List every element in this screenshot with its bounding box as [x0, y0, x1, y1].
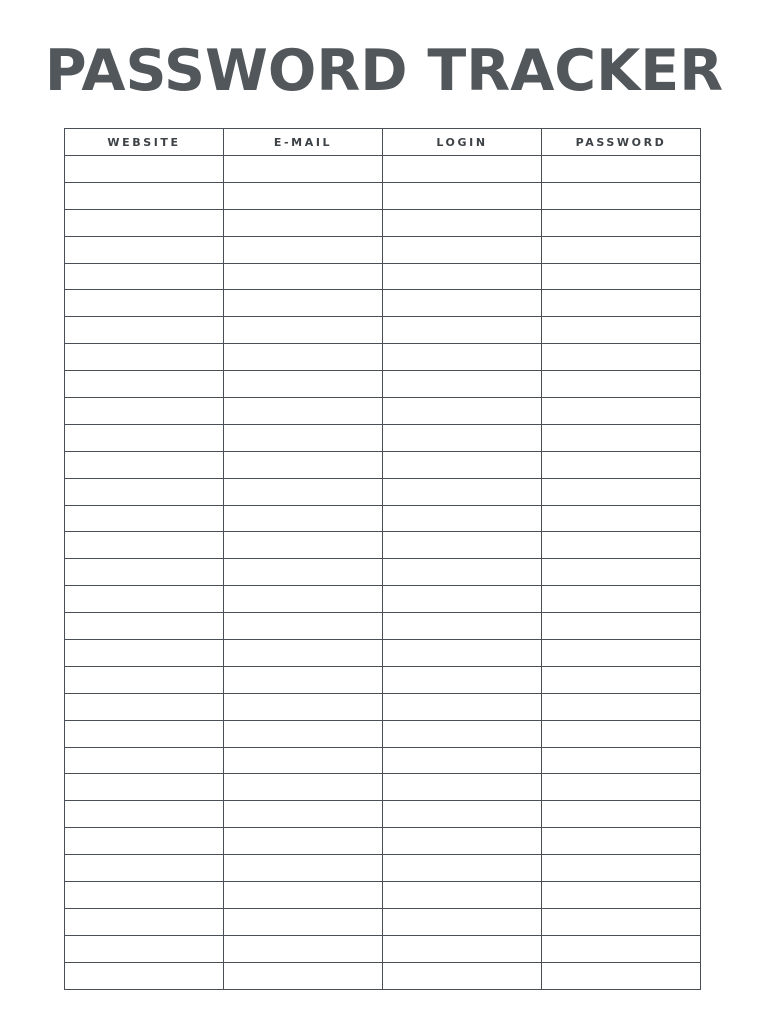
cell-email[interactable] [224, 559, 383, 586]
table-row [65, 317, 701, 344]
cell-password[interactable] [542, 774, 701, 801]
cell-password[interactable] [542, 371, 701, 398]
table-row [65, 505, 701, 532]
table-row [65, 559, 701, 586]
cell-website[interactable] [65, 398, 224, 425]
cell-website[interactable] [65, 666, 224, 693]
cell-email[interactable] [224, 828, 383, 855]
cell-website[interactable] [65, 424, 224, 451]
cell-website[interactable] [65, 882, 224, 909]
cell-login[interactable] [383, 855, 542, 882]
table-row [65, 586, 701, 613]
cell-password[interactable] [542, 290, 701, 317]
cell-email[interactable] [224, 801, 383, 828]
table-row [65, 263, 701, 290]
column-header-website: WEBSITE [65, 129, 224, 156]
cell-website[interactable] [65, 855, 224, 882]
table-row [65, 640, 701, 667]
cell-password[interactable] [542, 209, 701, 236]
table-row [65, 828, 701, 855]
column-header-login: LOGIN [383, 129, 542, 156]
cell-email[interactable] [224, 182, 383, 209]
column-header-password: PASSWORD [542, 129, 701, 156]
cell-password[interactable] [542, 935, 701, 962]
cell-login[interactable] [383, 317, 542, 344]
table-row [65, 666, 701, 693]
password-table [64, 128, 701, 990]
table-row [65, 613, 701, 640]
cell-email[interactable] [224, 317, 383, 344]
cell-password[interactable] [542, 182, 701, 209]
cell-login[interactable] [383, 290, 542, 317]
cell-email[interactable] [224, 156, 383, 183]
cell-email[interactable] [224, 236, 383, 263]
cell-login[interactable] [383, 774, 542, 801]
cell-website[interactable] [65, 209, 224, 236]
table-row [65, 720, 701, 747]
cell-email[interactable] [224, 882, 383, 909]
cell-password[interactable] [542, 801, 701, 828]
cell-website[interactable] [65, 962, 224, 989]
cell-website[interactable] [65, 559, 224, 586]
cell-email[interactable] [224, 908, 383, 935]
cell-password[interactable] [542, 828, 701, 855]
cell-login[interactable] [383, 962, 542, 989]
cell-login[interactable] [383, 935, 542, 962]
cell-password[interactable] [542, 747, 701, 774]
cell-website[interactable] [65, 532, 224, 559]
cell-login[interactable] [383, 666, 542, 693]
cell-login[interactable] [383, 209, 542, 236]
cell-login[interactable] [383, 424, 542, 451]
cell-website[interactable] [65, 317, 224, 344]
table-row [65, 424, 701, 451]
table-row [65, 962, 701, 989]
cell-email[interactable] [224, 371, 383, 398]
table-row [65, 451, 701, 478]
cell-login[interactable] [383, 371, 542, 398]
cell-password[interactable] [542, 398, 701, 425]
cell-login[interactable] [383, 720, 542, 747]
cell-email[interactable] [224, 290, 383, 317]
cell-password[interactable] [542, 424, 701, 451]
cell-login[interactable] [383, 451, 542, 478]
cell-email[interactable] [224, 962, 383, 989]
cell-website[interactable] [65, 371, 224, 398]
cell-password[interactable] [542, 263, 701, 290]
cell-email[interactable] [224, 398, 383, 425]
cell-website[interactable] [65, 156, 224, 183]
table-row [65, 371, 701, 398]
cell-website[interactable] [65, 290, 224, 317]
cell-website[interactable] [65, 182, 224, 209]
cell-website[interactable] [65, 935, 224, 962]
cell-login[interactable] [383, 586, 542, 613]
cell-website[interactable] [65, 908, 224, 935]
table-row [65, 209, 701, 236]
table-row [65, 855, 701, 882]
cell-email[interactable] [224, 478, 383, 505]
cell-website[interactable] [65, 613, 224, 640]
cell-login[interactable] [383, 801, 542, 828]
cell-email[interactable] [224, 586, 383, 613]
page-title: PASSWORD TRACKER [44, 38, 724, 104]
cell-website[interactable] [65, 747, 224, 774]
cell-password[interactable] [542, 640, 701, 667]
cell-password[interactable] [542, 693, 701, 720]
cell-website[interactable] [65, 263, 224, 290]
cell-login[interactable] [383, 908, 542, 935]
cell-email[interactable] [224, 532, 383, 559]
column-header-email: E-MAIL [224, 129, 383, 156]
cell-email[interactable] [224, 640, 383, 667]
table-body [65, 156, 701, 990]
cell-email[interactable] [224, 666, 383, 693]
cell-login[interactable] [383, 640, 542, 667]
cell-website[interactable] [65, 236, 224, 263]
cell-email[interactable] [224, 613, 383, 640]
cell-password[interactable] [542, 317, 701, 344]
cell-password[interactable] [542, 236, 701, 263]
cell-website[interactable] [65, 505, 224, 532]
cell-password[interactable] [542, 559, 701, 586]
cell-login[interactable] [383, 478, 542, 505]
table-row [65, 693, 701, 720]
header-row [65, 129, 701, 156]
cell-email[interactable] [224, 209, 383, 236]
cell-website[interactable] [65, 451, 224, 478]
cell-login[interactable] [383, 398, 542, 425]
cell-login[interactable] [383, 559, 542, 586]
cell-login[interactable] [383, 344, 542, 371]
cell-website[interactable] [65, 693, 224, 720]
cell-email[interactable] [224, 747, 383, 774]
cell-email[interactable] [224, 344, 383, 371]
cell-email[interactable] [224, 263, 383, 290]
cell-password[interactable] [542, 532, 701, 559]
cell-password[interactable] [542, 478, 701, 505]
cell-password[interactable] [542, 613, 701, 640]
table-row [65, 935, 701, 962]
cell-password[interactable] [542, 666, 701, 693]
cell-website[interactable] [65, 801, 224, 828]
table-row [65, 344, 701, 371]
cell-login[interactable] [383, 263, 542, 290]
cell-email[interactable] [224, 774, 383, 801]
cell-password[interactable] [542, 156, 701, 183]
table-row [65, 532, 701, 559]
cell-password[interactable] [542, 720, 701, 747]
table-row [65, 182, 701, 209]
cell-website[interactable] [65, 586, 224, 613]
cell-login[interactable] [383, 505, 542, 532]
table-row [65, 747, 701, 774]
cell-password[interactable] [542, 505, 701, 532]
cell-login[interactable] [383, 182, 542, 209]
cell-password[interactable] [542, 962, 701, 989]
cell-login[interactable] [383, 828, 542, 855]
table-row [65, 290, 701, 317]
cell-login[interactable] [383, 747, 542, 774]
table-row [65, 774, 701, 801]
cell-password[interactable] [542, 855, 701, 882]
cell-website[interactable] [65, 720, 224, 747]
cell-password[interactable] [542, 344, 701, 371]
cell-website[interactable] [65, 478, 224, 505]
cell-password[interactable] [542, 451, 701, 478]
cell-email[interactable] [224, 424, 383, 451]
cell-website[interactable] [65, 640, 224, 667]
table-row [65, 478, 701, 505]
cell-email[interactable] [224, 935, 383, 962]
cell-website[interactable] [65, 774, 224, 801]
table-row [65, 156, 701, 183]
cell-login[interactable] [383, 532, 542, 559]
cell-email[interactable] [224, 451, 383, 478]
cell-login[interactable] [383, 613, 542, 640]
cell-website[interactable] [65, 828, 224, 855]
cell-email[interactable] [224, 855, 383, 882]
cell-website[interactable] [65, 344, 224, 371]
cell-email[interactable] [224, 720, 383, 747]
table-row [65, 882, 701, 909]
cell-password[interactable] [542, 908, 701, 935]
cell-login[interactable] [383, 882, 542, 909]
cell-email[interactable] [224, 693, 383, 720]
cell-password[interactable] [542, 586, 701, 613]
cell-login[interactable] [383, 236, 542, 263]
table-row [65, 801, 701, 828]
cell-login[interactable] [383, 156, 542, 183]
cell-password[interactable] [542, 882, 701, 909]
cell-login[interactable] [383, 693, 542, 720]
table-row [65, 236, 701, 263]
table-row [65, 908, 701, 935]
table-row [65, 398, 701, 425]
cell-email[interactable] [224, 505, 383, 532]
